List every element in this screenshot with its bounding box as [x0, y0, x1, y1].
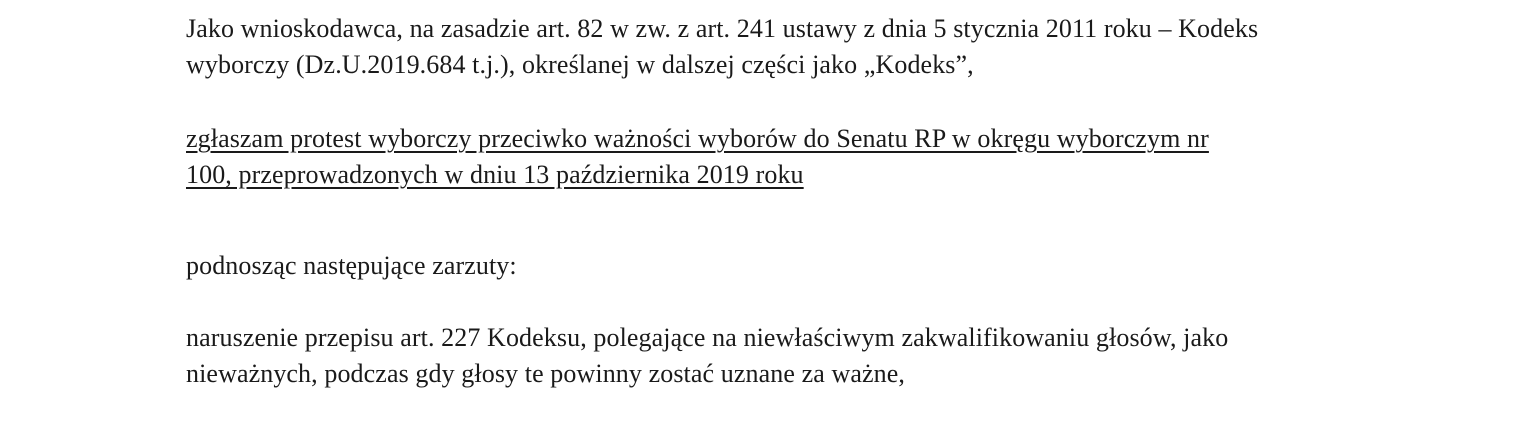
charge-line-2: nieważnych, podczas gdy głosy te powinny zostać uznane za ważne, [186, 359, 905, 388]
protest-paragraph [186, 121, 1356, 193]
protest-line-2: 100, przeprowadzonych w dniu 13 października 2019 roku [186, 160, 804, 189]
intro-paragraph [186, 11, 1356, 83]
charge-line-1: naruszenie przepisu art. 227 Kodeksu, polegające na niewłaściwym zakwalifikowaniu głosów, jako [186, 323, 1229, 352]
charge-paragraph [186, 320, 1356, 392]
intro-line-1: Jako wnioskodawca, na zasadzie art. 82 w zw. z art. 241 ustawy z dnia 5 stycznia 2011 roku – Kodeks [186, 14, 1259, 43]
raising-paragraph [186, 248, 1356, 284]
protest-line-1: zgłaszam protest wyborczy przeciwko ważności wyborów do Senatu RP w okręgu wyborczym nr [186, 124, 1209, 153]
raising-line-1: podnosząc następujące zarzuty: [186, 251, 517, 280]
intro-line-2: wyborczy (Dz.U.2019.684 t.j.), określanej w dalszej części jako „Kodeks”, [186, 50, 974, 79]
